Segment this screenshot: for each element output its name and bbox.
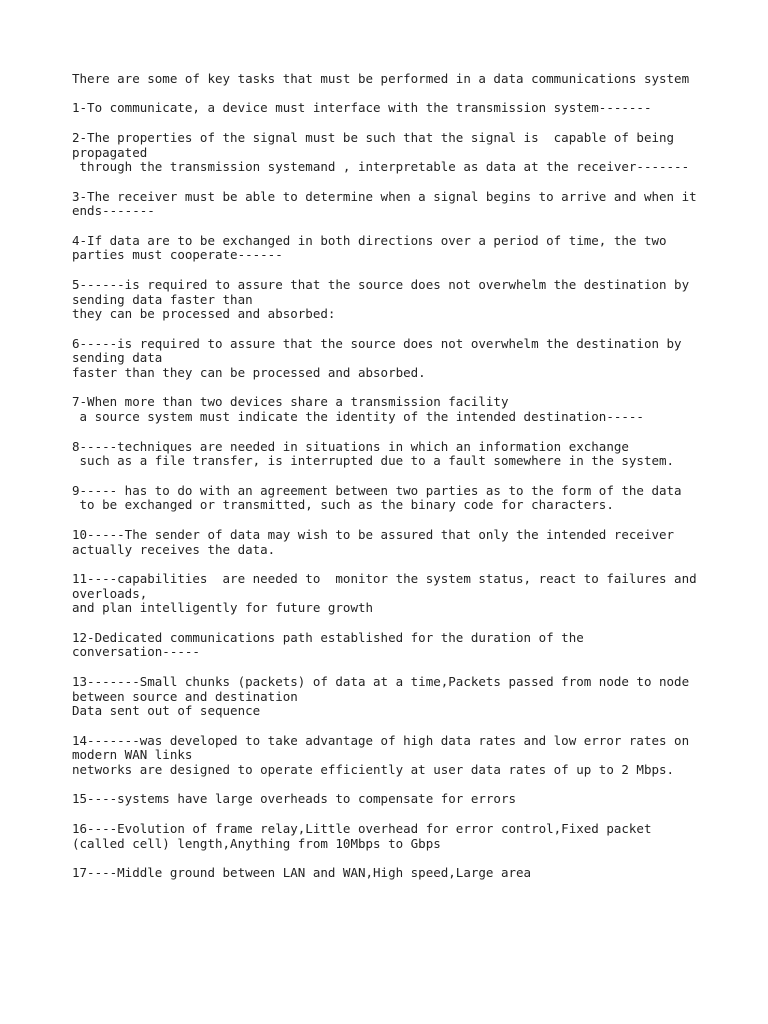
document-body-text: There are some of key tasks that must be performed in a data communications system 1-To communicate, a device must interface with the transmission system------- 2-The properties of the signal must be such that the signal is capable of being propagated through the transmission systemand , interpretable as data at the receiver------- 3-The receiver must be able to determine when a signal begins to arrive and when it ends------- 4-If data are to be exchanged in both directions over a period of time, the two parties must cooperate------ 5------is required to assure that the source does not overwhelm the destination by sending data faster than they can be processed and absorbed: 6-----is required to assure that the source does not overwhelm the destination by sending data faster than they can be processed and absorbed. 7-When more than two devices share a transmission facility a source system must indicate the identity of the intended destination----- 8-----techniques are needed in situations in which an information exchange such as a file transfer, is interrupted due to a fault somewhere in the system. 9----- has to do with an agreement between two parties as to the form of the data to be exchanged or transmitted, such as the binary code for characters. 10-----The sender of data may wish to be assured that only the intended receiver actually receives the data. 11----capabilities are needed to monitor the system status, react to failures and overloads, and plan intelligently for future growth 12-Dedicated communications path established for the duration of the conversation----- 13-------Small chunks (packets) of data at a time,Packets passed from node to node between source and destination Data sent out of sequence 14-------was developed to take advantage of high data rates and low error rates on modern WAN links networks are designed to operate efficiently at user data rates of up to 2 Mbps. 15----systems have large overheads to compensate for errors 16----Evolution of frame relay,Little overhead for error control,Fixed packet (called cell) length,Anything from 10Mbps to Gbps 17----Middle ground between LAN and WAN,High speed,Large area [72, 71, 697, 880]
